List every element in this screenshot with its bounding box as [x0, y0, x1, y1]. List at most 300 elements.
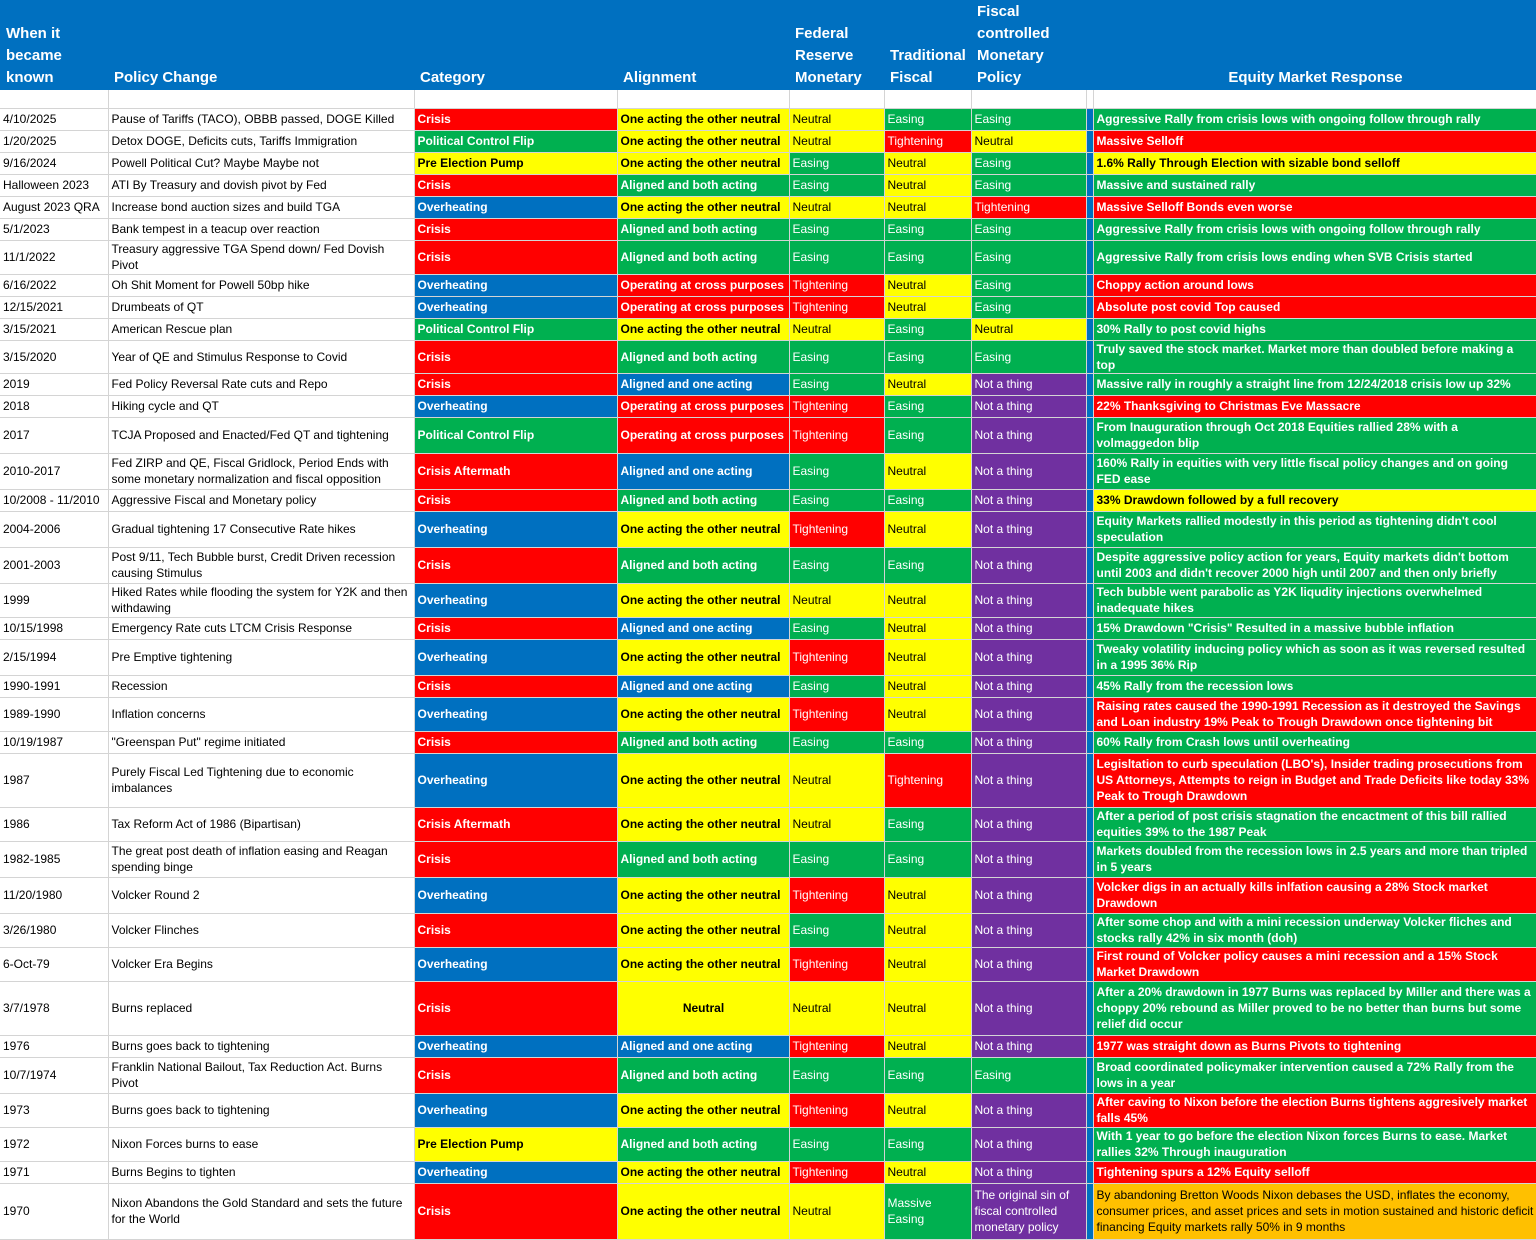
cell-traditional-fiscal[interactable]: Neutral — [884, 913, 971, 947]
cell-alignment[interactable]: Aligned and both acting — [617, 174, 789, 196]
cell-fiscal-controlled-monetary[interactable]: Not a thing — [971, 675, 1086, 697]
cell-fed-monetary[interactable]: Tightening — [789, 1093, 884, 1127]
cell-alignment[interactable]: Aligned and one acting — [617, 373, 789, 395]
cell-equity-response[interactable]: After some chop and with a mini recession underway Volcker fliches and stocks rally 42% in six month (doh) — [1093, 913, 1536, 947]
cell-category[interactable]: Crisis — [414, 547, 617, 583]
cell-fed-monetary[interactable]: Easing — [789, 731, 884, 753]
cell-equity-response[interactable]: Massive rally in roughly a straight line from 12/24/2018 crisis low up 32% — [1093, 373, 1536, 395]
cell-date[interactable]: 2001-2003 — [0, 547, 108, 583]
cell-traditional-fiscal[interactable]: Neutral — [884, 373, 971, 395]
cell-fiscal-controlled-monetary[interactable]: Not a thing — [971, 947, 1086, 981]
cell-fiscal-controlled-monetary[interactable]: Not a thing — [971, 981, 1086, 1035]
cell-fed-monetary[interactable]: Tightening — [789, 511, 884, 547]
header-date[interactable]: When it became known — [0, 0, 108, 90]
cell-date[interactable]: 1972 — [0, 1127, 108, 1161]
header-fiscal-controlled-monetary[interactable]: Fiscal controlled Monetary Policy — [971, 0, 1086, 90]
cell-equity-response[interactable]: From Inauguration through Oct 2018 Equities rallied 28% with a volmaggedon blip — [1093, 417, 1536, 453]
cell-fiscal-controlled-monetary[interactable]: Not a thing — [971, 617, 1086, 639]
cell-policy-change[interactable]: "Greenspan Put" regime initiated — [108, 731, 414, 753]
cell-traditional-fiscal[interactable]: Easing — [884, 340, 971, 373]
cell-date[interactable]: 6-Oct-79 — [0, 947, 108, 981]
cell-fiscal-controlled-monetary[interactable]: Not a thing — [971, 373, 1086, 395]
cell-traditional-fiscal[interactable]: Neutral — [884, 639, 971, 675]
cell-policy-change[interactable]: Burns Begins to tighten — [108, 1161, 414, 1183]
cell-policy-change[interactable]: ATI By Treasury and dovish pivot by Fed — [108, 174, 414, 196]
cell-policy-change[interactable]: Increase bond auction sizes and build TGA — [108, 196, 414, 218]
cell-fiscal-controlled-monetary[interactable]: Not a thing — [971, 731, 1086, 753]
cell-fiscal-controlled-monetary[interactable]: Easing — [971, 108, 1086, 130]
cell-alignment[interactable]: Aligned and both acting — [617, 489, 789, 511]
cell-fiscal-controlled-monetary[interactable]: Not a thing — [971, 697, 1086, 731]
cell-policy-change[interactable]: Nixon Forces burns to ease — [108, 1127, 414, 1161]
cell-category[interactable]: Crisis — [414, 108, 617, 130]
cell-policy-change[interactable]: Bank tempest in a teacup over reaction — [108, 218, 414, 240]
cell-category[interactable]: Overheating — [414, 753, 617, 807]
cell-fed-monetary[interactable]: Easing — [789, 1127, 884, 1161]
cell-policy-change[interactable]: Year of QE and Stimulus Response to Covid — [108, 340, 414, 373]
cell-policy-change[interactable]: Burns goes back to tightening — [108, 1035, 414, 1057]
cell-fiscal-controlled-monetary[interactable]: Not a thing — [971, 453, 1086, 489]
cell-alignment[interactable]: Aligned and both acting — [617, 547, 789, 583]
cell-alignment[interactable]: One acting the other neutral — [617, 947, 789, 981]
cell-alignment[interactable]: One acting the other neutral — [617, 807, 789, 841]
cell-fiscal-controlled-monetary[interactable]: Easing — [971, 274, 1086, 296]
cell-traditional-fiscal[interactable]: Easing — [884, 1127, 971, 1161]
cell-policy-change[interactable]: Oh Shit Moment for Powell 50bp hike — [108, 274, 414, 296]
cell-alignment[interactable]: One acting the other neutral — [617, 108, 789, 130]
cell-date[interactable]: 1976 — [0, 1035, 108, 1057]
cell-equity-response[interactable]: After caving to Nixon before the election Burns tightens aggresively market falls 45% — [1093, 1093, 1536, 1127]
cell-traditional-fiscal[interactable]: Neutral — [884, 617, 971, 639]
cell-traditional-fiscal[interactable]: Easing — [884, 417, 971, 453]
cell-category[interactable]: Political Control Flip — [414, 318, 617, 340]
cell-category[interactable]: Overheating — [414, 583, 617, 617]
cell-fed-monetary[interactable]: Neutral — [789, 807, 884, 841]
cell-traditional-fiscal[interactable]: Easing — [884, 318, 971, 340]
cell-date[interactable]: 2019 — [0, 373, 108, 395]
cell-fed-monetary[interactable]: Easing — [789, 373, 884, 395]
cell-alignment[interactable]: One acting the other neutral — [617, 913, 789, 947]
cell-equity-response[interactable]: Tech bubble went parabolic as Y2K liqudity injections overwhelmed inadequate hikes — [1093, 583, 1536, 617]
cell-fed-monetary[interactable]: Neutral — [789, 318, 884, 340]
cell-date[interactable]: 4/10/2025 — [0, 108, 108, 130]
cell-equity-response[interactable]: Aggressive Rally from crisis lows with ongoing follow through rally — [1093, 108, 1536, 130]
header-traditional-fiscal[interactable]: Traditional Fiscal — [884, 0, 971, 90]
cell-fiscal-controlled-monetary[interactable]: Not a thing — [971, 753, 1086, 807]
cell-alignment[interactable]: One acting the other neutral — [617, 318, 789, 340]
cell-policy-change[interactable]: Hiking cycle and QT — [108, 395, 414, 417]
cell-traditional-fiscal[interactable]: Easing — [884, 489, 971, 511]
cell-alignment[interactable]: Aligned and one acting — [617, 1035, 789, 1057]
cell-equity-response[interactable]: Equity Markets rallied modestly in this period as tightening didn't cool speculation — [1093, 511, 1536, 547]
cell-alignment[interactable]: One acting the other neutral — [617, 1183, 789, 1239]
cell-policy-change[interactable]: Aggressive Fiscal and Monetary policy — [108, 489, 414, 511]
cell-policy-change[interactable]: Nixon Abandons the Gold Standard and sets the future for the World — [108, 1183, 414, 1239]
cell-category[interactable]: Crisis — [414, 489, 617, 511]
cell-fiscal-controlled-monetary[interactable]: Not a thing — [971, 1161, 1086, 1183]
cell-equity-response[interactable]: By abandoning Bretton Woods Nixon debases the USD, inflates the economy, consumer prices, and asset prices and sets in motion sustained and historic deficit financing Equity markets rally 50% in 9 months — [1093, 1183, 1536, 1239]
cell-alignment[interactable]: Aligned and both acting — [617, 1057, 789, 1093]
cell-category[interactable]: Overheating — [414, 947, 617, 981]
cell-alignment[interactable]: One acting the other neutral — [617, 511, 789, 547]
cell-fiscal-controlled-monetary[interactable]: Not a thing — [971, 639, 1086, 675]
cell-traditional-fiscal[interactable]: Neutral — [884, 174, 971, 196]
cell-fed-monetary[interactable]: Easing — [789, 1057, 884, 1093]
cell-equity-response[interactable]: After a 20% drawdown in 1977 Burns was replaced by Miller and there was a choppy 20% rebound as Miller proved to be no better than burns but some relief did occur — [1093, 981, 1536, 1035]
cell-fed-monetary[interactable]: Neutral — [789, 583, 884, 617]
cell-fiscal-controlled-monetary[interactable]: Neutral — [971, 318, 1086, 340]
cell-equity-response[interactable]: 22% Thanksgiving to Christmas Eve Massacre — [1093, 395, 1536, 417]
cell-traditional-fiscal[interactable]: Neutral — [884, 1093, 971, 1127]
cell-traditional-fiscal[interactable]: Easing — [884, 841, 971, 877]
cell-fiscal-controlled-monetary[interactable]: Not a thing — [971, 395, 1086, 417]
cell-alignment[interactable]: Aligned and both acting — [617, 218, 789, 240]
cell-category[interactable]: Overheating — [414, 877, 617, 913]
cell-alignment[interactable]: Aligned and both acting — [617, 731, 789, 753]
cell-fiscal-controlled-monetary[interactable]: Not a thing — [971, 547, 1086, 583]
cell-alignment[interactable]: Aligned and both acting — [617, 1127, 789, 1161]
cell-date[interactable]: 2/15/1994 — [0, 639, 108, 675]
cell-policy-change[interactable]: Volcker Era Begins — [108, 947, 414, 981]
cell-equity-response[interactable]: Massive Selloff — [1093, 130, 1536, 152]
cell-fed-monetary[interactable]: Easing — [789, 152, 884, 174]
cell-policy-change[interactable]: Pause of Tariffs (TACO), OBBB passed, DOGE Killed — [108, 108, 414, 130]
cell-date[interactable]: 3/7/1978 — [0, 981, 108, 1035]
cell-category[interactable]: Crisis — [414, 841, 617, 877]
cell-date[interactable]: 3/26/1980 — [0, 913, 108, 947]
cell-alignment[interactable]: One acting the other neutral — [617, 1161, 789, 1183]
cell-equity-response[interactable]: Legisltation to curb speculation (LBO's), Insider trading prosecutions from US Attorneys, Attempts to reign in Budget and Trade Deficits like today 33% Peak to Trough Drawdown — [1093, 753, 1536, 807]
cell-equity-response[interactable]: 15% Drawdown "Crisis" Resulted in a massive bubble inflation — [1093, 617, 1536, 639]
cell-traditional-fiscal[interactable]: Neutral — [884, 196, 971, 218]
cell-category[interactable]: Overheating — [414, 1035, 617, 1057]
cell-policy-change[interactable]: Fed ZIRP and QE, Fiscal Gridlock, Period Ends with some monetary normalization and fiscal opposition — [108, 453, 414, 489]
cell-date[interactable]: 10/19/1987 — [0, 731, 108, 753]
cell-category[interactable]: Crisis — [414, 340, 617, 373]
cell-alignment[interactable]: One acting the other neutral — [617, 130, 789, 152]
cell-date[interactable]: 3/15/2021 — [0, 318, 108, 340]
cell-fiscal-controlled-monetary[interactable]: The original sin of fiscal controlled monetary policy — [971, 1183, 1086, 1239]
cell-fiscal-controlled-monetary[interactable]: Not a thing — [971, 583, 1086, 617]
cell-equity-response[interactable]: Tweaky volatility inducing policy which as soon as it was reversed resulted in a 1995 36% Rip — [1093, 639, 1536, 675]
cell-equity-response[interactable]: Massive and sustained rally — [1093, 174, 1536, 196]
cell-fed-monetary[interactable]: Neutral — [789, 130, 884, 152]
cell-equity-response[interactable]: 30% Rally to post covid highs — [1093, 318, 1536, 340]
cell-policy-change[interactable]: Recession — [108, 675, 414, 697]
cell-category[interactable]: Overheating — [414, 1093, 617, 1127]
cell-date[interactable]: 1/20/2025 — [0, 130, 108, 152]
cell-equity-response[interactable]: 160% Rally in equities with very little fiscal policy changes and on going FED ease — [1093, 453, 1536, 489]
header-fed-monetary[interactable]: Federal Reserve Monetary — [789, 0, 884, 90]
cell-category[interactable]: Crisis Aftermath — [414, 807, 617, 841]
cell-alignment[interactable]: Neutral — [617, 981, 789, 1035]
cell-policy-change[interactable]: Detox DOGE, Deficits cuts, Tariffs Immigration — [108, 130, 414, 152]
cell-policy-change[interactable]: Post 9/11, Tech Bubble burst, Credit Driven recession causing Stimulus — [108, 547, 414, 583]
cell-fiscal-controlled-monetary[interactable]: Not a thing — [971, 1093, 1086, 1127]
cell-category[interactable]: Overheating — [414, 697, 617, 731]
cell-alignment[interactable]: Aligned and both acting — [617, 240, 789, 274]
cell-date[interactable]: 1971 — [0, 1161, 108, 1183]
cell-category[interactable]: Crisis — [414, 174, 617, 196]
cell-fiscal-controlled-monetary[interactable]: Not a thing — [971, 511, 1086, 547]
cell-fed-monetary[interactable]: Easing — [789, 340, 884, 373]
cell-traditional-fiscal[interactable]: Tightening — [884, 130, 971, 152]
cell-traditional-fiscal[interactable]: Easing — [884, 395, 971, 417]
cell-fed-monetary[interactable]: Neutral — [789, 1183, 884, 1239]
cell-policy-change[interactable]: Volcker Flinches — [108, 913, 414, 947]
header-equity-response[interactable]: Equity Market Response — [1093, 0, 1536, 90]
cell-alignment[interactable]: Operating at cross purposes — [617, 395, 789, 417]
cell-fed-monetary[interactable]: Tightening — [789, 417, 884, 453]
cell-date[interactable]: 1990-1991 — [0, 675, 108, 697]
cell-fed-monetary[interactable]: Tightening — [789, 947, 884, 981]
cell-category[interactable]: Overheating — [414, 296, 617, 318]
cell-alignment[interactable]: One acting the other neutral — [617, 697, 789, 731]
cell-category[interactable]: Overheating — [414, 1161, 617, 1183]
cell-fed-monetary[interactable]: Neutral — [789, 108, 884, 130]
cell-traditional-fiscal[interactable]: Neutral — [884, 583, 971, 617]
cell-policy-change[interactable]: Treasury aggressive TGA Spend down/ Fed Dovish Pivot — [108, 240, 414, 274]
cell-date[interactable]: 5/1/2023 — [0, 218, 108, 240]
cell-fed-monetary[interactable]: Tightening — [789, 395, 884, 417]
cell-alignment[interactable]: Aligned and both acting — [617, 841, 789, 877]
cell-category[interactable]: Political Control Flip — [414, 130, 617, 152]
cell-fed-monetary[interactable]: Tightening — [789, 1161, 884, 1183]
cell-date[interactable]: 6/16/2022 — [0, 274, 108, 296]
cell-alignment[interactable]: Operating at cross purposes — [617, 296, 789, 318]
cell-equity-response[interactable]: Aggressive Rally from crisis lows with ongoing follow through rally — [1093, 218, 1536, 240]
cell-fiscal-controlled-monetary[interactable]: Neutral — [971, 130, 1086, 152]
cell-policy-change[interactable]: Inflation concerns — [108, 697, 414, 731]
cell-date[interactable]: 9/16/2024 — [0, 152, 108, 174]
cell-policy-change[interactable]: The great post death of inflation easing and Reagan spending binge — [108, 841, 414, 877]
cell-category[interactable]: Crisis — [414, 981, 617, 1035]
cell-equity-response[interactable]: Tightening spurs a 12% Equity selloff — [1093, 1161, 1536, 1183]
cell-fed-monetary[interactable]: Easing — [789, 489, 884, 511]
cell-traditional-fiscal[interactable]: Easing — [884, 1057, 971, 1093]
cell-fed-monetary[interactable]: Neutral — [789, 196, 884, 218]
cell-traditional-fiscal[interactable]: Easing — [884, 731, 971, 753]
cell-alignment[interactable]: Aligned and one acting — [617, 453, 789, 489]
cell-category[interactable]: Crisis — [414, 240, 617, 274]
cell-traditional-fiscal[interactable]: Neutral — [884, 152, 971, 174]
cell-category[interactable]: Crisis Aftermath — [414, 453, 617, 489]
cell-category[interactable]: Overheating — [414, 511, 617, 547]
cell-traditional-fiscal[interactable]: Neutral — [884, 697, 971, 731]
cell-alignment[interactable]: One acting the other neutral — [617, 753, 789, 807]
cell-traditional-fiscal[interactable]: Neutral — [884, 274, 971, 296]
cell-alignment[interactable]: One acting the other neutral — [617, 877, 789, 913]
header-category[interactable]: Category — [414, 0, 617, 90]
cell-traditional-fiscal[interactable]: Neutral — [884, 296, 971, 318]
cell-policy-change[interactable]: Purely Fiscal Led Tightening due to economic imbalances — [108, 753, 414, 807]
cell-fiscal-controlled-monetary[interactable]: Not a thing — [971, 1127, 1086, 1161]
cell-category[interactable]: Crisis — [414, 218, 617, 240]
cell-date[interactable]: 2018 — [0, 395, 108, 417]
cell-fiscal-controlled-monetary[interactable]: Easing — [971, 240, 1086, 274]
cell-policy-change[interactable]: Emergency Rate cuts LTCM Crisis Response — [108, 617, 414, 639]
cell-equity-response[interactable]: Truly saved the stock market. Market more than doubled before making a top — [1093, 340, 1536, 373]
cell-equity-response[interactable]: Markets doubled from the recession lows in 2.5 years and more than tripled in 5 years — [1093, 841, 1536, 877]
cell-alignment[interactable]: Operating at cross purposes — [617, 417, 789, 453]
cell-fiscal-controlled-monetary[interactable]: Easing — [971, 340, 1086, 373]
cell-policy-change[interactable]: Franklin National Bailout, Tax Reduction Act. Burns Pivot — [108, 1057, 414, 1093]
cell-policy-change[interactable]: Drumbeats of QT — [108, 296, 414, 318]
cell-fed-monetary[interactable]: Neutral — [789, 981, 884, 1035]
cell-policy-change[interactable]: Gradual tightening 17 Consecutive Rate hikes — [108, 511, 414, 547]
cell-fed-monetary[interactable]: Tightening — [789, 1035, 884, 1057]
cell-policy-change[interactable]: Burns replaced — [108, 981, 414, 1035]
cell-equity-response[interactable]: After a period of post crisis stagnation the encactment of this bill rallied equities 39% to the 1987 Peak — [1093, 807, 1536, 841]
cell-alignment[interactable]: Operating at cross purposes — [617, 274, 789, 296]
cell-fiscal-controlled-monetary[interactable]: Not a thing — [971, 913, 1086, 947]
cell-equity-response[interactable]: 60% Rally from Crash lows until overheating — [1093, 731, 1536, 753]
cell-fed-monetary[interactable]: Easing — [789, 218, 884, 240]
cell-traditional-fiscal[interactable]: Easing — [884, 807, 971, 841]
cell-traditional-fiscal[interactable]: Neutral — [884, 877, 971, 913]
cell-equity-response[interactable]: With 1 year to go before the election Nixon forces Burns to ease. Market rallies 32% Through inauguration — [1093, 1127, 1536, 1161]
cell-category[interactable]: Crisis — [414, 731, 617, 753]
cell-policy-change[interactable]: Powell Political Cut? Maybe Maybe not — [108, 152, 414, 174]
cell-date[interactable]: 1973 — [0, 1093, 108, 1127]
cell-equity-response[interactable]: Aggressive Rally from crisis lows ending when SVB Crisis started — [1093, 240, 1536, 274]
cell-traditional-fiscal[interactable]: Neutral — [884, 675, 971, 697]
cell-category[interactable]: Crisis — [414, 1183, 617, 1239]
cell-alignment[interactable]: Aligned and one acting — [617, 675, 789, 697]
cell-date[interactable]: 12/15/2021 — [0, 296, 108, 318]
cell-policy-change[interactable]: Fed Policy Reversal Rate cuts and Repo — [108, 373, 414, 395]
cell-date[interactable]: 1987 — [0, 753, 108, 807]
header-policy-change[interactable]: Policy Change — [108, 0, 414, 90]
cell-fiscal-controlled-monetary[interactable]: Easing — [971, 296, 1086, 318]
cell-category[interactable]: Overheating — [414, 196, 617, 218]
cell-fiscal-controlled-monetary[interactable]: Not a thing — [971, 877, 1086, 913]
cell-equity-response[interactable]: Raising rates caused the 1990-1991 Recession as it destroyed the Savings and Loan industry 19% Peak to Trough Drawdown once tightening bit — [1093, 697, 1536, 731]
cell-fed-monetary[interactable]: Neutral — [789, 753, 884, 807]
cell-equity-response[interactable]: Massive Selloff Bonds even worse — [1093, 196, 1536, 218]
cell-alignment[interactable]: Aligned and one acting — [617, 617, 789, 639]
cell-traditional-fiscal[interactable]: Easing — [884, 547, 971, 583]
cell-policy-change[interactable]: Burns goes back to tightening — [108, 1093, 414, 1127]
cell-date[interactable]: 1970 — [0, 1183, 108, 1239]
cell-fed-monetary[interactable]: Easing — [789, 675, 884, 697]
cell-fiscal-controlled-monetary[interactable]: Not a thing — [971, 807, 1086, 841]
cell-category[interactable]: Crisis — [414, 373, 617, 395]
cell-category[interactable]: Overheating — [414, 639, 617, 675]
cell-fed-monetary[interactable]: Easing — [789, 913, 884, 947]
cell-policy-change[interactable]: Volcker Round 2 — [108, 877, 414, 913]
cell-alignment[interactable]: One acting the other neutral — [617, 583, 789, 617]
cell-category[interactable]: Pre Election Pump — [414, 1127, 617, 1161]
cell-fed-monetary[interactable]: Easing — [789, 547, 884, 583]
cell-traditional-fiscal[interactable]: Neutral — [884, 511, 971, 547]
cell-fed-monetary[interactable]: Easing — [789, 453, 884, 489]
cell-date[interactable]: August 2023 QRA — [0, 196, 108, 218]
cell-alignment[interactable]: One acting the other neutral — [617, 196, 789, 218]
cell-fed-monetary[interactable]: Tightening — [789, 296, 884, 318]
cell-date[interactable]: 11/20/1980 — [0, 877, 108, 913]
cell-equity-response[interactable]: Absolute post covid Top caused — [1093, 296, 1536, 318]
cell-alignment[interactable]: One acting the other neutral — [617, 639, 789, 675]
cell-date[interactable]: 2010-2017 — [0, 453, 108, 489]
cell-alignment[interactable]: Aligned and both acting — [617, 340, 789, 373]
cell-fiscal-controlled-monetary[interactable]: Easing — [971, 152, 1086, 174]
cell-policy-change[interactable]: Hiked Rates while flooding the system for Y2K and then withdawing — [108, 583, 414, 617]
cell-date[interactable]: Halloween 2023 — [0, 174, 108, 196]
cell-equity-response[interactable]: Volcker digs in an actually kills inlfation causing a 28% Stock market Drawdown — [1093, 877, 1536, 913]
cell-fiscal-controlled-monetary[interactable]: Easing — [971, 218, 1086, 240]
cell-date[interactable]: 11/1/2022 — [0, 240, 108, 274]
cell-equity-response[interactable]: Choppy action around lows — [1093, 274, 1536, 296]
cell-category[interactable]: Crisis — [414, 617, 617, 639]
cell-fiscal-controlled-monetary[interactable]: Tightening — [971, 196, 1086, 218]
cell-equity-response[interactable]: Despite aggressive policy action for years, Equity markets didn't bottom until 2003 and didn't recover 2000 high until 2007 and then only briefly — [1093, 547, 1536, 583]
cell-fiscal-controlled-monetary[interactable]: Not a thing — [971, 841, 1086, 877]
cell-equity-response[interactable]: Broad coordinated policymaker intervention caused a 72% Rally from the lows in a year — [1093, 1057, 1536, 1093]
cell-fed-monetary[interactable]: Tightening — [789, 274, 884, 296]
cell-traditional-fiscal[interactable]: Neutral — [884, 1035, 971, 1057]
cell-fiscal-controlled-monetary[interactable]: Not a thing — [971, 489, 1086, 511]
cell-category[interactable]: Overheating — [414, 274, 617, 296]
cell-fed-monetary[interactable]: Tightening — [789, 697, 884, 731]
cell-date[interactable]: 1986 — [0, 807, 108, 841]
cell-date[interactable]: 3/15/2020 — [0, 340, 108, 373]
cell-equity-response[interactable]: 1.6% Rally Through Election with sizable bond selloff — [1093, 152, 1536, 174]
cell-policy-change[interactable]: American Rescue plan — [108, 318, 414, 340]
cell-equity-response[interactable]: First round of Volcker policy causes a mini recession and a 15% Stock Market Drawdown — [1093, 947, 1536, 981]
cell-category[interactable]: Pre Election Pump — [414, 152, 617, 174]
cell-fiscal-controlled-monetary[interactable]: Not a thing — [971, 1035, 1086, 1057]
cell-category[interactable]: Overheating — [414, 395, 617, 417]
cell-date[interactable]: 10/2008 - 11/2010 — [0, 489, 108, 511]
cell-category[interactable]: Political Control Flip — [414, 417, 617, 453]
cell-alignment[interactable]: One acting the other neutral — [617, 1093, 789, 1127]
cell-fiscal-controlled-monetary[interactable]: Easing — [971, 174, 1086, 196]
cell-traditional-fiscal[interactable]: Massive Easing — [884, 1183, 971, 1239]
cell-policy-change[interactable]: Pre Emptive tightening — [108, 639, 414, 675]
cell-category[interactable]: Crisis — [414, 675, 617, 697]
cell-equity-response[interactable]: 33% Drawdown followed by a full recovery — [1093, 489, 1536, 511]
cell-date[interactable]: 1982-1985 — [0, 841, 108, 877]
cell-fed-monetary[interactable]: Tightening — [789, 639, 884, 675]
cell-fiscal-controlled-monetary[interactable]: Not a thing — [971, 417, 1086, 453]
cell-alignment[interactable]: One acting the other neutral — [617, 152, 789, 174]
cell-date[interactable]: 10/15/1998 — [0, 617, 108, 639]
cell-date[interactable]: 10/7/1974 — [0, 1057, 108, 1093]
cell-fed-monetary[interactable]: Tightening — [789, 877, 884, 913]
cell-category[interactable]: Crisis — [414, 913, 617, 947]
cell-policy-change[interactable]: Tax Reform Act of 1986 (Bipartisan) — [108, 807, 414, 841]
cell-fed-monetary[interactable]: Easing — [789, 617, 884, 639]
cell-equity-response[interactable]: 45% Rally from the recession lows — [1093, 675, 1536, 697]
cell-fed-monetary[interactable]: Easing — [789, 841, 884, 877]
cell-fed-monetary[interactable]: Easing — [789, 174, 884, 196]
cell-traditional-fiscal[interactable]: Neutral — [884, 947, 971, 981]
cell-fiscal-controlled-monetary[interactable]: Easing — [971, 1057, 1086, 1093]
cell-policy-change[interactable]: TCJA Proposed and Enacted/Fed QT and tightening — [108, 417, 414, 453]
cell-traditional-fiscal[interactable]: Neutral — [884, 981, 971, 1035]
cell-traditional-fiscal[interactable]: Easing — [884, 108, 971, 130]
cell-date[interactable]: 1999 — [0, 583, 108, 617]
cell-date[interactable]: 2017 — [0, 417, 108, 453]
cell-category[interactable]: Crisis — [414, 1057, 617, 1093]
header-alignment[interactable]: Alignment — [617, 0, 789, 90]
cell-traditional-fiscal[interactable]: Tightening — [884, 753, 971, 807]
cell-equity-response[interactable]: 1977 was straight down as Burns Pivots to tightening — [1093, 1035, 1536, 1057]
cell-traditional-fiscal[interactable]: Easing — [884, 240, 971, 274]
cell-traditional-fiscal[interactable]: Neutral — [884, 1161, 971, 1183]
cell-fed-monetary[interactable]: Easing — [789, 240, 884, 274]
